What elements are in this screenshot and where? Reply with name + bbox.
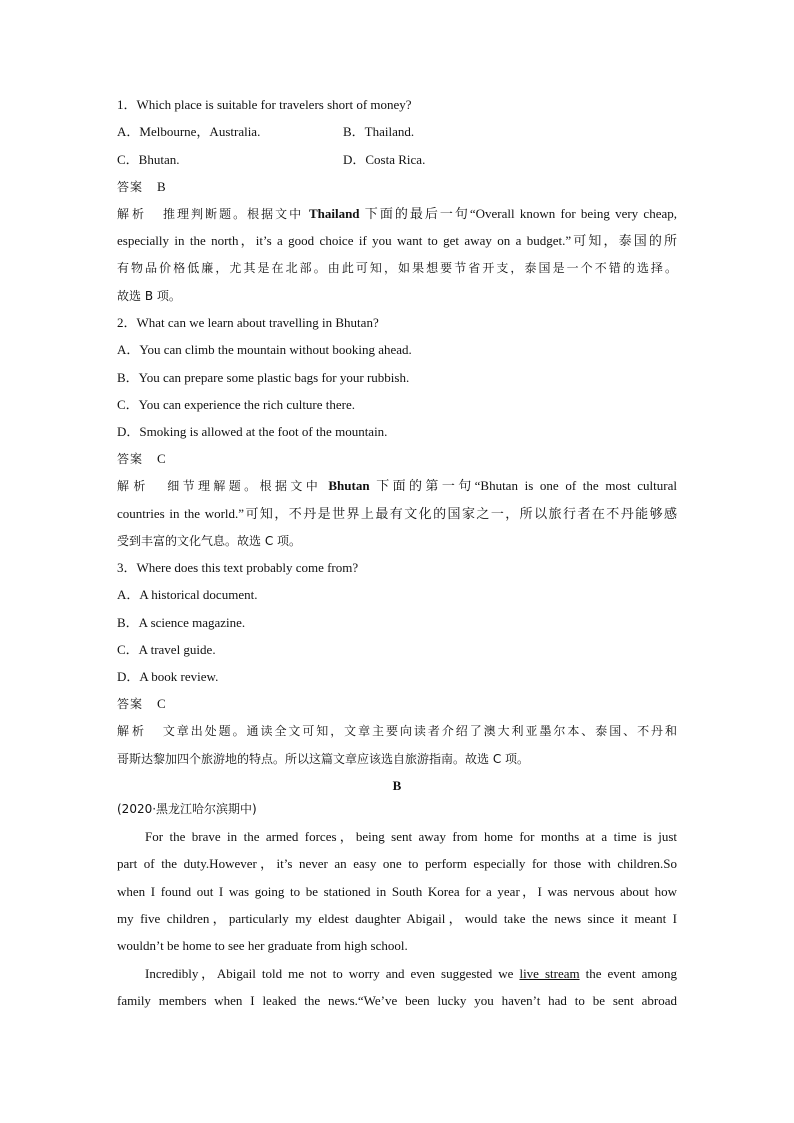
passage-paragraph-2-line-2: family members when I leaked the news.“We’ve been lucky you haven’t had to be sent abroad — [117, 993, 677, 1008]
passage-paragraph-2-line-1: Incredibly，Abigail told me not to worry and even suggested we live stream the event among — [145, 966, 677, 981]
analysis-label: 解析 — [117, 479, 150, 493]
question-2-analysis-line-2: countries in the world.”可知，不丹是世界上最有文化的国家之一，所以旅行者在不丹能够感 — [117, 506, 677, 521]
section-heading: B — [392, 778, 402, 793]
question-2-option-d: D．Smoking is allowed at the foot of the mountain. — [117, 424, 388, 439]
question-2-analysis-line-3: 受到丰富的文化气息。故选 C 项。 — [117, 534, 302, 548]
question-2-option-c: C．You can experience the rich culture there. — [117, 397, 356, 412]
question-1-options-row-1 — [117, 121, 677, 143]
underlined-phrase: live stream — [519, 966, 580, 981]
answer-label: 答案 — [117, 697, 144, 711]
question-1-option-c: C．Bhutan. — [117, 152, 180, 167]
question-2-option-b: B．You can prepare some plastic bags for your rubbish. — [117, 370, 410, 385]
question-3-option-b: B．A science magazine. — [117, 615, 246, 630]
question-1-options-row-2 — [117, 149, 677, 171]
passage-paragraph-1-line-4: my five children，particularly my eldest daughter Abigail，would take the news since it meant I — [117, 911, 677, 926]
answer-label: 答案 — [117, 180, 144, 194]
question-1-analysis-line-4: 故选 B 项。 — [117, 289, 181, 303]
passage-paragraph-1-line-5: wouldn’t be home to see her graduate from high school. — [117, 938, 408, 953]
passage-paragraph-1-line-3: when I found out I was going to be stationed in South Korea for a year，I was nervous about how — [117, 884, 677, 899]
answer-value: C — [157, 696, 166, 711]
question-3-option-d: D．A book review. — [117, 669, 219, 684]
question-1-option-d: D．Costa Rica. — [343, 152, 426, 167]
question-2-stem: 2．What can we learn about travelling in Bhutan? — [117, 315, 379, 330]
answer-value: B — [157, 179, 166, 194]
analysis-label: 解析 — [117, 724, 147, 738]
question-3-option-c: C．A travel guide. — [117, 642, 216, 657]
question-2-option-a: A．You can climb the mountain without booking ahead. — [117, 342, 412, 357]
question-3-stem: 3．Where does this text probably come from? — [117, 560, 359, 575]
passage-paragraph-1-line-1: For the brave in the armed forces，being sent away from home for months at a time is just — [145, 829, 677, 844]
question-1-analysis-line-2: especially in the north，it’s a good choice if you want to get away on a budget.”可知，泰国的所 — [117, 233, 677, 248]
answer-label: 答案 — [117, 452, 144, 466]
question-3-option-a: A．A historical document. — [117, 587, 258, 602]
answer-value: C — [157, 451, 166, 466]
question-1-answer — [117, 176, 677, 198]
question-1-option-a: A．Melbourne，Australia. — [117, 124, 261, 139]
question-3-analysis-line-2: 哥斯达黎加四个旅游地的特点。所以这篇文章应该选自旅游指南。故选 C 项。 — [117, 752, 530, 766]
analysis-label: 解析 — [117, 207, 148, 221]
question-1-analysis-line-3: 有物品价格低廉，尤其是在北部。由此可知，如果想要节省开支，泰国是一个不错的选择。 — [117, 261, 677, 275]
passage-source: (2020·黑龙江哈尔滨期中) — [117, 802, 257, 816]
passage-paragraph-1-line-2: part of the duty.However，it’s never an easy one to perform especially for those with children.So — [117, 856, 677, 871]
question-1-stem: 1．Which place is suitable for travelers short of money? — [117, 97, 412, 112]
question-3-analysis-line-1: 解析 文章出处题。通读全文可知，文章主要向读者介绍了澳大利亚墨尔本、泰国、不丹和 — [117, 724, 677, 738]
question-3-answer — [117, 693, 677, 715]
question-1-analysis-line-1: 解析 推理判断题。根据文中 Thailand 下面的最后一句“Overall known for being very cheap, — [117, 206, 677, 221]
question-2-analysis-line-1: 解析 细节理解题。根据文中 Bhutan 下面的第一句“Bhutan is one of the most cultural — [117, 478, 677, 493]
question-1-option-b: B．Thailand. — [343, 124, 415, 139]
question-2-answer — [117, 448, 677, 470]
